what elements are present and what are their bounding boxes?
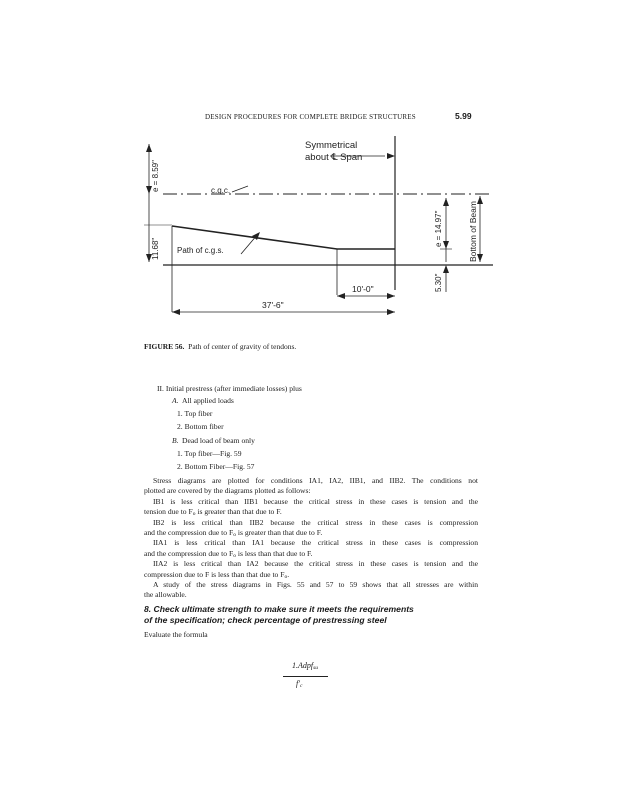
- paragraph-line: [144, 528, 322, 538]
- text-fragment: and the compression due to F: [144, 528, 234, 537]
- paragraph-line: plotted are covered by the diagrams plotted as follows:: [144, 486, 311, 496]
- figure-caption: [144, 342, 296, 351]
- subscript: o: [233, 552, 236, 559]
- running-head: DESIGN PROCEDURES FOR COMPLETE BRIDGE STRUCTURES: [205, 113, 416, 121]
- label-dim-37ft: 37'-6": [262, 300, 284, 310]
- list-item-A: All applied loads: [182, 396, 234, 405]
- list-item-II: II. Initial prestress (after immediate losses) plus: [157, 384, 302, 393]
- text-fragment: .: [287, 569, 290, 579]
- label-e-859: e = 8.59": [151, 160, 160, 192]
- list-item-B1: 1. Top fiber—Fig. 59: [177, 449, 242, 458]
- formula-denominator-sub: c: [299, 683, 303, 689]
- section-8-intro: Evaluate the formula: [144, 630, 208, 639]
- formula-numerator: [280, 661, 330, 670]
- formula-denominator-text: f': [296, 679, 300, 688]
- text-fragment: is greater than that due to F.: [195, 507, 282, 517]
- paragraph-line: IIA1 is less critical than IA1 because the critical stress in these cases is compression: [153, 538, 478, 548]
- list-item-A2: 2. Bottom fiber: [177, 422, 224, 431]
- figure-caption-text: Path of center of gravity of tendons.: [188, 342, 297, 351]
- paragraph-line: IB1 is less critical than IIB1 because the critical stress in these cases is tension and the: [153, 496, 478, 506]
- list-item-A1: 1. Top fiber: [177, 409, 213, 418]
- paragraph-line: [144, 549, 313, 559]
- paragraph-line: [144, 507, 282, 517]
- section-8-heading-line-2: of the specification; check percentage of prestressing steel: [144, 615, 387, 625]
- formula-denominator: [296, 679, 302, 688]
- label-dim-530: 5.30": [434, 273, 443, 292]
- formula-fraction-bar: [283, 676, 328, 677]
- text-fragment: compression due to F is less than that due to F: [144, 569, 285, 579]
- label-e-1497: e = 14.97": [434, 210, 443, 247]
- subscript: o: [192, 511, 196, 518]
- label-cgc: c.g.c.: [211, 186, 231, 195]
- list-item-A-letter: A.: [172, 396, 179, 405]
- figure-caption-label: FIGURE 56.: [144, 342, 185, 351]
- tendon-path-figure: [0, 0, 617, 340]
- label-symmetrical-2: about ℄ Span: [305, 152, 363, 163]
- label-dim-1168: 11.68": [151, 237, 160, 260]
- text-fragment: and the compression due to F: [144, 548, 234, 558]
- formula-numerator-text: 1.Adpf: [292, 661, 314, 670]
- subscript: o: [233, 532, 236, 538]
- text-fragment: is greater than that due to F.: [235, 528, 323, 537]
- section-8-heading-line-1: 8. Check ultimate strength to make sure it meets the requirements: [144, 604, 414, 614]
- paragraph-line: IB2 is less critical than IIB2 because the critical stress in these cases is compression: [153, 517, 478, 527]
- label-bottom-of-beam: Bottom of Beam: [468, 201, 478, 262]
- page-number: 5.99: [455, 111, 472, 121]
- text-fragment: is less than that due to F.: [235, 548, 313, 558]
- subscript: o: [284, 573, 288, 580]
- list-item-B: Dead load of beam only: [182, 436, 255, 445]
- text-fragment: tension due to F: [144, 507, 193, 517]
- paragraph-line: A study of the stress diagrams in Figs. 55 and 57 to 59 shows that all stresses are within: [153, 580, 478, 589]
- label-dim-10ft: 10'-0": [352, 284, 374, 294]
- list-item-B2: 2. Bottom Fiber—Fig. 57: [177, 462, 255, 471]
- label-symmetrical-1: Symmetrical: [305, 140, 358, 151]
- label-path-cgs: Path of c.g.s.: [177, 246, 224, 255]
- formula-numerator-sub: su: [313, 665, 318, 671]
- paragraph-line: the allowable.: [144, 590, 187, 600]
- paragraph-line: Stress diagrams are plotted for conditions IA1, IA2, IIB1, and IIB2. The conditions not: [153, 476, 478, 485]
- paragraph-line: [144, 570, 289, 580]
- paragraph-line: IIA2 is less critical than IA2 because the critical stress in these cases is tension and the: [153, 559, 478, 569]
- list-item-B-letter: B.: [172, 436, 179, 445]
